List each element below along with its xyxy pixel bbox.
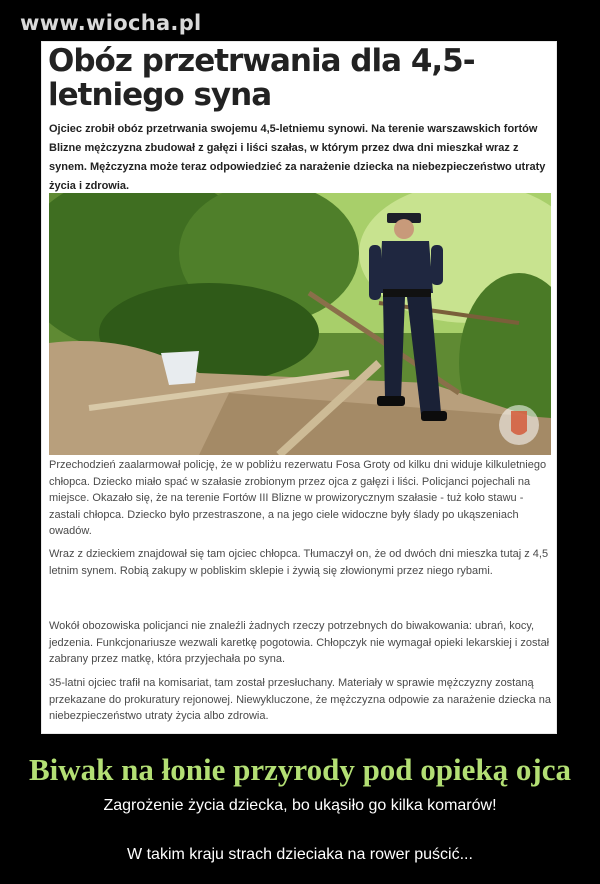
- demotivator-headline: Biwak na łonie przyrody pod opieką ojca: [28, 752, 571, 787]
- site-watermark: www.wiocha.pl: [20, 11, 202, 35]
- article-photo: [49, 193, 551, 455]
- article-lead: Ojciec zrobił obóz przetrwania swojemu 4,5-letniemu synowi. Na terenie warszawskich fortów Blizne mężczyzna zbudował z gałęzi i liści szałas, w którym przez dwa dni mieszkał wraz z synem. Mężczyzna może teraz odpowiedzieć za narażenie dziecka na niebezpieczeństwo utraty życia i zdrowia.: [49, 123, 546, 192]
- demotivator-caption: Zagrożenie życia dziecka, bo ukąsiło go kilka komarów!: [103, 797, 497, 814]
- article-paragraph: Wokół obozowiska policjanci nie znaleźli żadnych rzeczy potrzebnych do biwakowania: ubrań, kocy, jedzenia. Funkcjonariusze wezwali karetkę pogotowia. Chłopczyk nie wymagał opieki lekarskiej i został zabrany przez matkę, która przyjechała po syna.: [49, 620, 550, 665]
- demotivator-caption: W takim kraju strach dzieciaka na rower puścić...: [127, 846, 473, 863]
- article-paragraph: Wraz z dzieckiem znajdował się tam ojciec chłopca. Tłumaczył on, że od dwóch dni mieszka tutaj z 4,5 letnim synem. Robią zakupy w pobliskim sklepie i żywią się złowionymi przez niego rybami.: [49, 548, 549, 577]
- article-paragraph: 35-latni ojciec trafił na komisariat, tam został przesłuchany. Materiały w sprawie mężczyzny zostaną przekazane do prokuratury rejonowej. Niewykluczone, że mężczyzna odpowie za narażenie dziecka na niebezpieczeństwo utraty życia albo zdrowia.: [49, 677, 551, 722]
- article-title: Obóz przetrwania dla 4,5-letniego syna: [48, 43, 475, 113]
- article-screenshot: [41, 41, 557, 734]
- article-paragraph: Przechodzień zaalarmował policję, że w pobliżu rezerwatu Fosa Groty od kilku dni widuje kilkuletniego chłopca. Dziecko miało spać w szałasie zrobionym przez ojca z gałęzi i liści. Policjanci pojechali na miejsce. Okazało się, że na terenie Fortów III Blizne w prowizorycznym szałasie - tuż koło stawu - zastali chłopca. Dziecko było przestraszone, a na jego ciele widoczne były ślady po ukąszeniach owadów.: [49, 459, 547, 537]
- forest-scene-illustration: [49, 193, 551, 455]
